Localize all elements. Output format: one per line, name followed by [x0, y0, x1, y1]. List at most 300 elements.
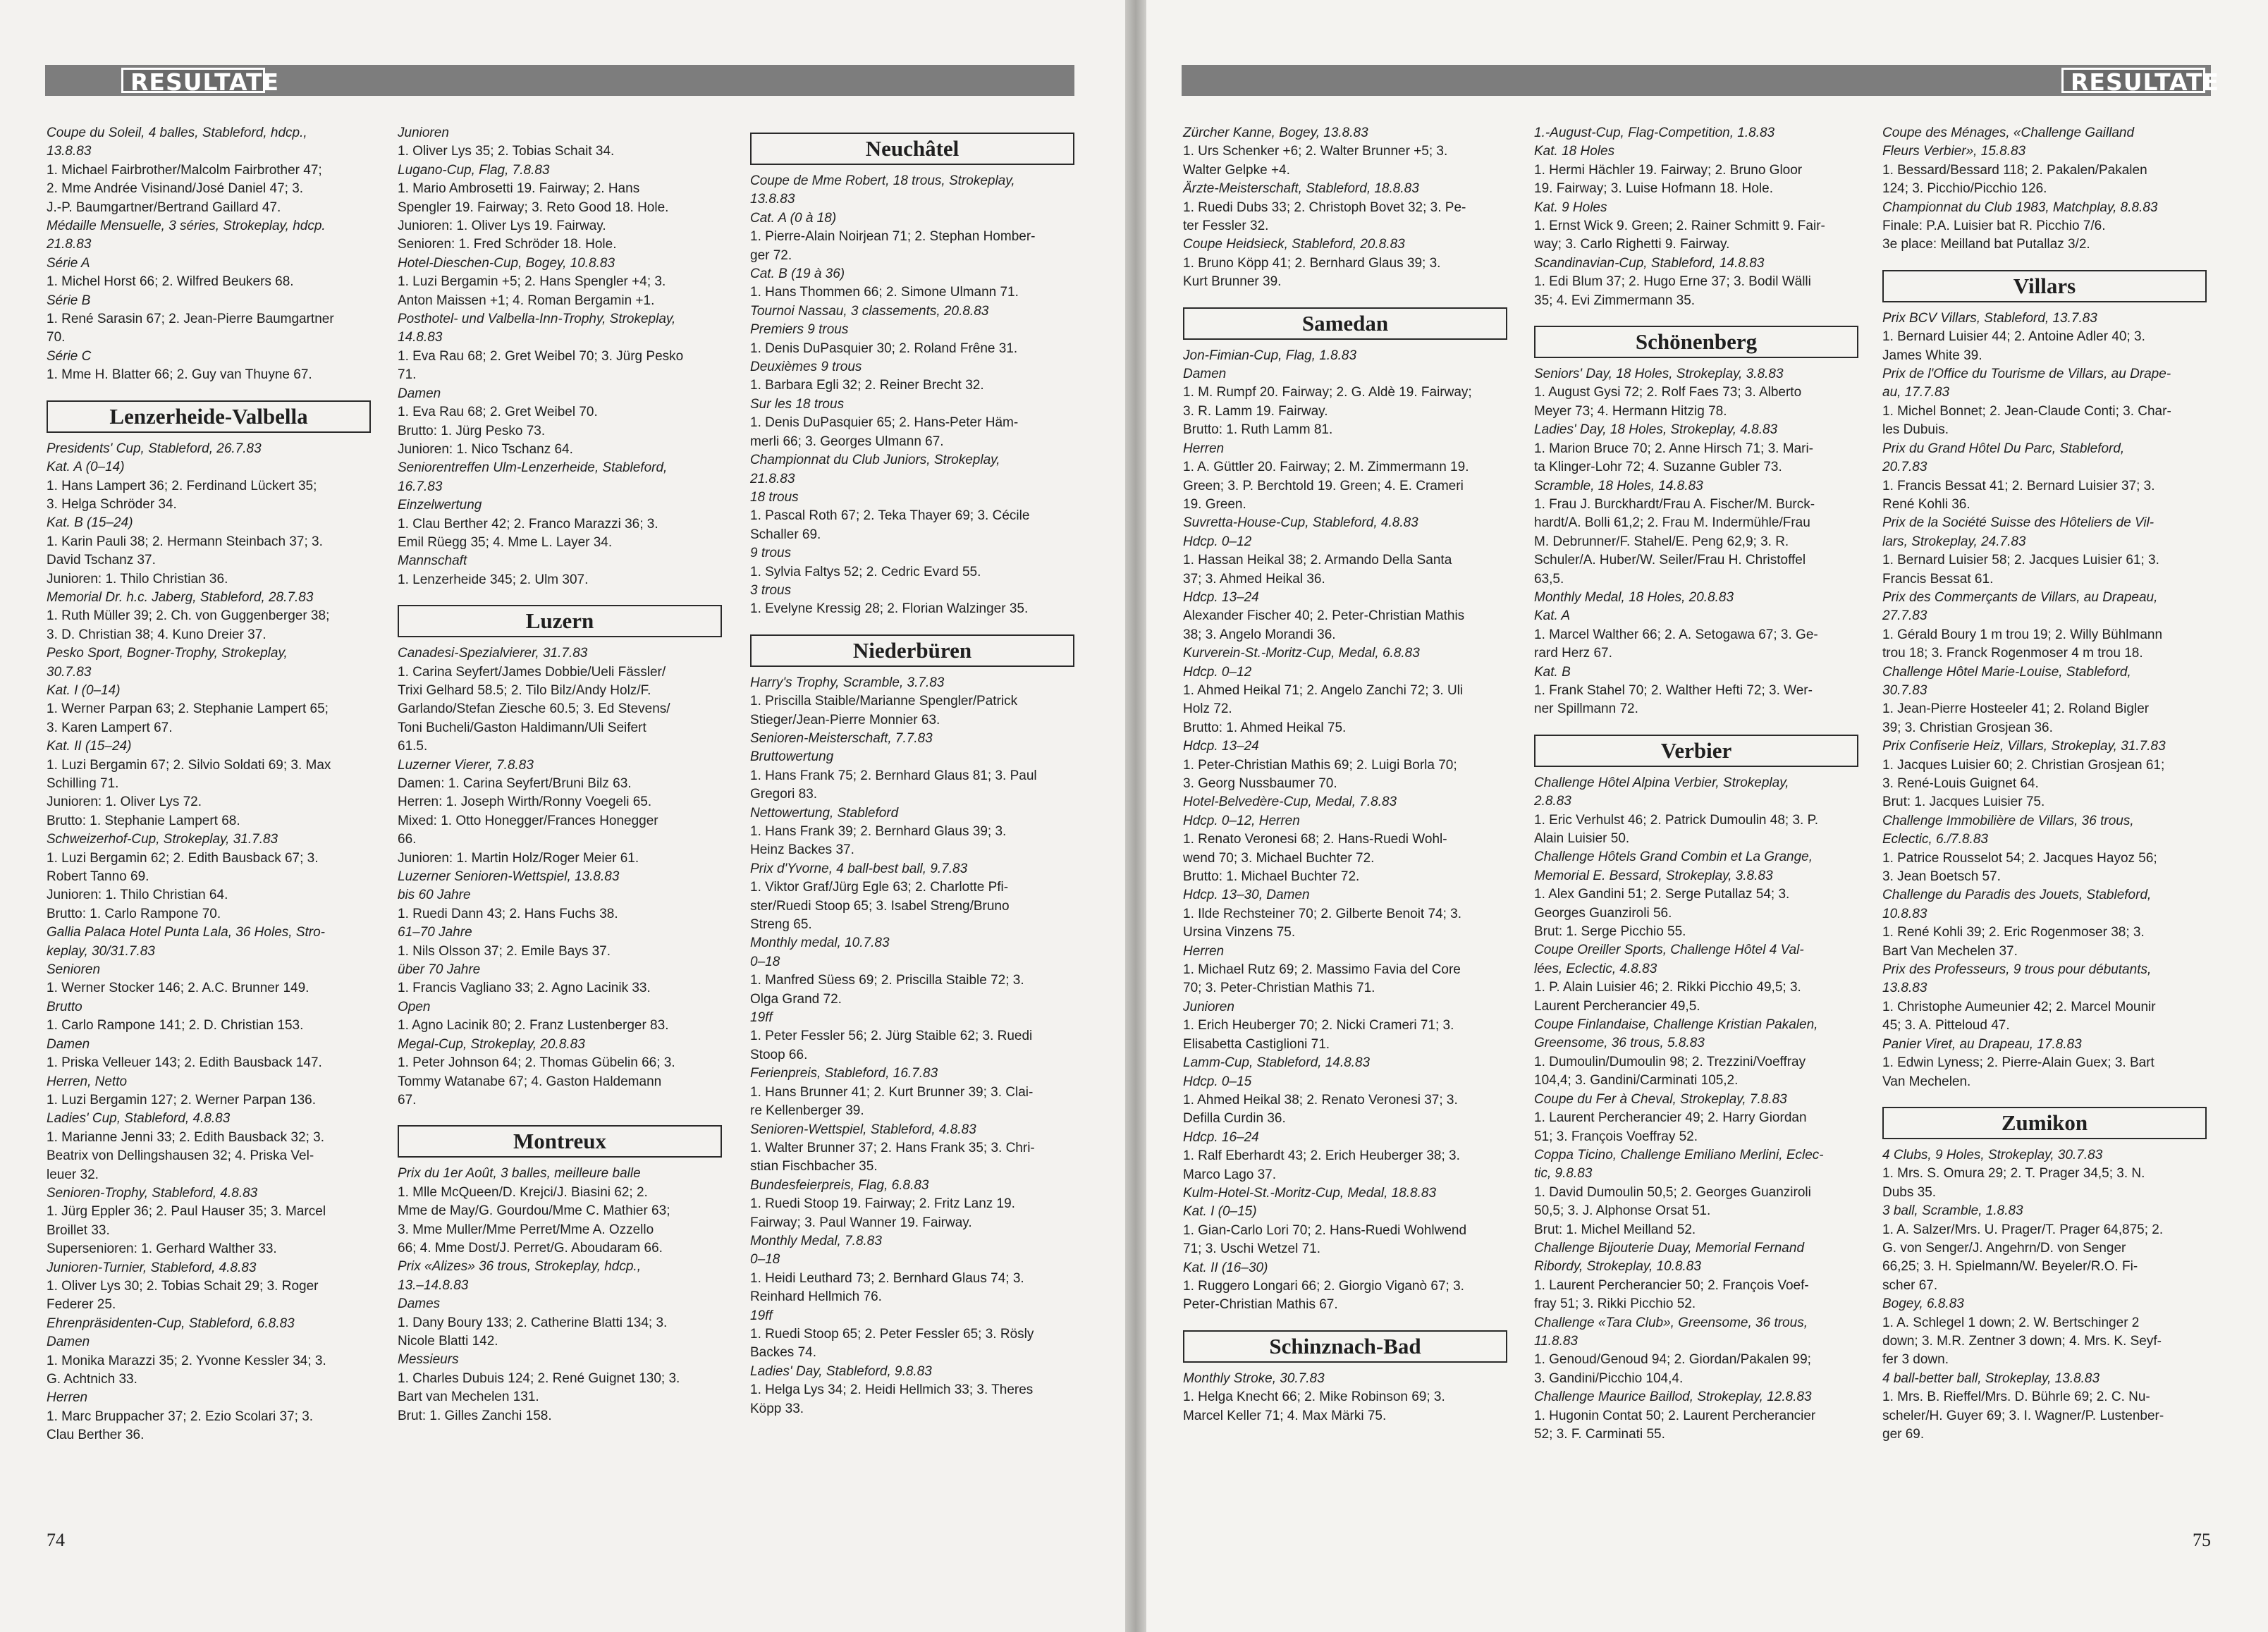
- event-heading: 4 Clubs, 9 Holes, Strokeplay, 30.7.83: [1882, 1147, 2103, 1162]
- event-heading: 3 trous: [750, 582, 792, 598]
- result-line: 1. Patrice Rousselot 54; 2. Jacques Hayoz 56;: [1882, 850, 2157, 866]
- club-section: [1183, 307, 1507, 1315]
- result-line: 1. Ahmed Heikal 38; 2. Renato Veronesi 37; 3.: [1183, 1092, 1458, 1108]
- result-line: hardt/A. Bolli 61,2; 2. Frau M. Indermühle/Frau: [1534, 515, 1810, 531]
- event-heading: Senioren-Trophy, Stableford, 4.8.83: [47, 1185, 258, 1201]
- event-heading: Presidents' Cup, Stableford, 26.7.83: [47, 441, 262, 456]
- result-line: Marco Lago 37.: [1183, 1167, 1277, 1182]
- result-line: 1. Werner Parpan 63; 2. Stephanie Lampert 65;: [47, 701, 329, 717]
- event-heading: Premiers 9 trous: [750, 322, 849, 338]
- event-heading: 61–70 Jahre: [398, 925, 472, 940]
- result-line: 1. Eva Rau 68; 2. Gret Weibel 70; 3. Jürg Pesko: [398, 348, 684, 364]
- event-heading: Kat. A: [1534, 608, 1571, 624]
- column-3: [1882, 124, 2207, 1459]
- result-line: 3. R. Lamm 19. Fairway.: [1183, 403, 1328, 419]
- event-heading: Herren, Netto: [47, 1074, 128, 1089]
- result-line: 70.: [47, 330, 66, 345]
- event-heading: Challenge Bijouterie Duay, Memorial Fernand: [1534, 1240, 1805, 1256]
- result-line: 38; 3. Angelo Morandi 36.: [1183, 627, 1336, 642]
- result-line: 1. Mrs. B. Rieffel/Mrs. D. Bührle 69; 2. C. Nu-: [1882, 1389, 2150, 1405]
- result-line: merli 66; 3. Georges Ulmann 67.: [750, 434, 944, 449]
- result-line: 1. Peter Fessler 56; 2. Jürg Staible 62; 3. Ruedi: [750, 1029, 1033, 1044]
- result-line: 1. A. Salzer/Mrs. U. Prager/T. Prager 64,875; 2.: [1882, 1222, 2164, 1237]
- result-line: 1. Priska Velleuer 143; 2. Edith Bausback 147.: [47, 1055, 322, 1071]
- event-heading: Hdcp. 0–12: [1183, 534, 1252, 549]
- result-line: 1. Renato Veronesi 68; 2. Hans-Ruedi Wohl-: [1183, 832, 1447, 847]
- club-heading: Lenzerheide-Valbella: [47, 400, 371, 433]
- result-line: 3. D. Christian 38; 4. Kuno Dreier 37.: [47, 627, 266, 642]
- result-line: 1. Hans Frank 75; 2. Bernhard Glaus 81; 3. Paul: [750, 768, 1037, 783]
- result-line: Brutto: 1. Jürg Pesko 73.: [398, 423, 546, 438]
- event-heading: 14.8.83: [398, 330, 443, 345]
- result-line: 1. Hassan Heikal 38; 2. Armando Della Santa: [1183, 553, 1452, 568]
- event-heading: Hotel-Dieschen-Cup, Bogey, 10.8.83: [398, 255, 615, 271]
- result-line: 37; 3. Ahmed Heikal 36.: [1183, 571, 1325, 587]
- result-line: 1. Ruedi Dann 43; 2. Hans Fuchs 38.: [398, 906, 618, 921]
- event-heading: Challenge Hôtel Alpina Verbier, Strokeplay,: [1534, 775, 1789, 790]
- event-heading: 30.7.83: [1882, 682, 1927, 698]
- result-line: stian Fischbacher 35.: [750, 1159, 878, 1174]
- event-heading: Damen: [398, 386, 441, 401]
- result-line: 1. Edwin Lyness; 2. Pierre-Alain Guex; 3. Bart: [1882, 1055, 2154, 1071]
- event-heading: Challenge Maurice Baillod, Strokeplay, 12.8.83: [1534, 1389, 1812, 1405]
- club-heading: Schinznach-Bad: [1183, 1330, 1507, 1363]
- result-line: 3. Gandini/Picchio 104,4.: [1534, 1370, 1684, 1386]
- result-line: Defilla Curdin 36.: [1183, 1111, 1286, 1127]
- result-line: Junioren: 1. Thilo Christian 64.: [47, 888, 228, 903]
- result-line: Georges Guanziroli 56.: [1534, 905, 1672, 921]
- result-line: Anton Maissen +1; 4. Roman Bergamin +1.: [398, 293, 655, 308]
- event-heading: Championnat du Club 1983, Matchplay, 8.8.83: [1882, 200, 2158, 215]
- result-line: James White 39.: [1882, 348, 1982, 363]
- event-heading: Coupe de Mme Robert, 18 trous, Strokeplay,: [750, 173, 1015, 188]
- header-banner: [45, 65, 1074, 96]
- result-line: 1. Michael Rutz 69; 2. Massimo Favia del Core: [1183, 962, 1461, 978]
- event-heading: 4 ball-better ball, Strokeplay, 13.8.83: [1882, 1370, 2100, 1386]
- event-heading: Canadesi-Spezialvierer, 31.7.83: [398, 646, 588, 661]
- event-heading: Challenge Hôtels Grand Combin et La Grange,: [1534, 849, 1813, 865]
- result-line: 1. Evelyne Kressig 28; 2. Florian Walzinger 35.: [750, 601, 1029, 617]
- event-heading: Hdcp. 13–24: [1183, 739, 1259, 754]
- result-line: 1. Agno Lacinik 80; 2. Franz Lustenberger 83.: [398, 1018, 669, 1033]
- result-line: 52; 3. F. Carminati 55.: [1534, 1427, 1665, 1442]
- column-2: [398, 124, 722, 1441]
- result-line: Backes 74.: [750, 1345, 816, 1361]
- result-line: 3e place: Meilland bat Putallaz 3/2.: [1882, 237, 2090, 252]
- result-line: 1. Ruedi Stoop 65; 2. Peter Fessler 65; 3. Rösly: [750, 1326, 1034, 1342]
- event-heading: Prix Confiserie Heiz, Villars, Strokeplay, 31.7.83: [1882, 739, 2166, 754]
- event-heading: 30.7.83: [47, 664, 92, 680]
- result-line: 1. René Kohli 39; 2. Eric Rogenmoser 38; 3.: [1882, 925, 2145, 940]
- event-heading: Junioren-Turnier, Stableford, 4.8.83: [47, 1260, 257, 1275]
- event-heading: Prix du Grand Hôtel Du Parc, Stableford,: [1882, 441, 2125, 456]
- event-heading: Challenge «Tara Club», Greensome, 36 trous,: [1534, 1315, 1808, 1330]
- event-heading: 21.8.83: [47, 237, 92, 252]
- club-section: [1183, 1330, 1507, 1425]
- result-line: 1. Carina Seyfert/James Dobbie/Ueli Fässler/: [398, 664, 666, 680]
- result-line: 1. Ruedi Stoop 19. Fairway; 2. Fritz Lanz 19.: [750, 1196, 1015, 1212]
- event-heading: lars, Strokeplay, 24.7.83: [1882, 534, 2026, 549]
- event-heading: Suvretta-House-Cup, Stableford, 4.8.83: [1183, 515, 1418, 531]
- result-line: G. von Senger/J. Angehrn/D. von Senger: [1882, 1240, 2126, 1256]
- event-heading: 3 ball, Scramble, 1.8.83: [1882, 1203, 2023, 1219]
- result-line: 1. Luzi Bergamin 127; 2. Werner Parpan 136.: [47, 1092, 316, 1108]
- club-section: [1882, 1107, 2207, 1444]
- event-heading: 18 trous: [750, 489, 799, 505]
- result-line: 1. Laurent Percherancier 49; 2. Harry Giordan: [1534, 1110, 1807, 1126]
- result-line: Stieger/Jean-Pierre Monnier 63.: [750, 712, 940, 728]
- column-2: [1534, 124, 1858, 1459]
- result-line: 1. Hugonin Contat 50; 2. Laurent Percherancier: [1534, 1408, 1816, 1423]
- event-heading: Herren: [1183, 441, 1225, 456]
- event-heading: Prix du 1er Août, 3 balles, meilleure balle: [398, 1166, 641, 1182]
- result-line: 3. Karen Lampert 67.: [47, 720, 173, 735]
- header-label: RESULTATE: [121, 68, 265, 93]
- result-line: 1. Charles Dubuis 124; 2. René Guignet 130; 3.: [398, 1370, 680, 1386]
- left-page: [0, 0, 1125, 1632]
- result-line: 1. Jacques Luisier 60; 2. Christian Grosjean 61;: [1882, 757, 2165, 773]
- result-line: Alain Luisier 50.: [1534, 831, 1630, 846]
- result-line: David Tschanz 37.: [47, 553, 156, 568]
- result-line: Schilling 71.: [47, 776, 119, 791]
- event-heading: Monthly medal, 10.7.83: [750, 935, 890, 951]
- result-line: ter Fessler 32.: [1183, 219, 1269, 234]
- result-line: 1. Clau Berther 42; 2. Franco Marazzi 36; 3.: [398, 516, 658, 532]
- result-line: Ursina Vinzens 75.: [1183, 925, 1296, 940]
- event-heading: Open: [398, 999, 431, 1014]
- event-heading: Junioren: [1183, 999, 1234, 1014]
- result-line: 1. Marianne Jenni 33; 2. Edith Bausback 32; 3.: [47, 1129, 324, 1145]
- result-line: 1. Frau J. Burckhardt/Frau A. Fischer/M. Burck-: [1534, 496, 1815, 512]
- event-heading: Ladies' Day, Stableford, 9.8.83: [750, 1363, 932, 1379]
- event-heading: Hdcp. 13–24: [1183, 589, 1259, 605]
- result-line: 1. René Sarasin 67; 2. Jean-Pierre Baumgartner: [47, 312, 334, 327]
- result-line: Francis Bessat 61.: [1882, 571, 1994, 587]
- event-heading: Challenge Hôtel Marie-Louise, Stableford,: [1882, 664, 2131, 680]
- result-line: 1. Viktor Graf/Jürg Egle 63; 2. Charlotte Pfi-: [750, 880, 1009, 895]
- result-line: 66.: [398, 832, 417, 847]
- club-heading: Zumikon: [1882, 1107, 2207, 1139]
- result-line: 1. Marion Bruce 70; 2. Anne Hirsch 71; 3. Mari-: [1534, 441, 1814, 456]
- result-line: Schaller 69.: [750, 527, 821, 542]
- result-line: 3. René-Louis Guignet 64.: [1882, 776, 2039, 791]
- result-line: 1. Heidi Leuthard 73; 2. Bernhard Glaus 74; 3.: [750, 1270, 1024, 1286]
- result-line: 1. Bernard Luisier 44; 2. Antoine Adler 40; 3.: [1882, 329, 2145, 345]
- event-heading: Dames: [398, 1296, 441, 1312]
- result-line: 71; 3. Uschi Wetzel 71.: [1183, 1241, 1321, 1257]
- result-line: fray 51; 3. Rikki Picchio 52.: [1534, 1296, 1696, 1312]
- event-heading: Bogey, 6.8.83: [1882, 1296, 1964, 1312]
- result-line: Marcel Keller 71; 4. Max Märki 75.: [1183, 1408, 1387, 1423]
- result-line: 1. Erich Heuberger 70; 2. Nicki Crameri 71; 3.: [1183, 1018, 1454, 1033]
- result-line: 1. Manfred Süess 69; 2. Priscilla Staible 72; 3.: [750, 973, 1024, 988]
- result-line: 19. Fairway; 3. Luise Hofmann 18. Hole.: [1534, 181, 1774, 197]
- club-section: [750, 634, 1074, 1418]
- result-line: 3. Georg Nussbaumer 70.: [1183, 776, 1337, 791]
- result-line: Reinhard Hellmich 76.: [750, 1289, 882, 1305]
- event-heading: keplay, 30/31.7.83: [47, 943, 155, 959]
- event-heading: 10.8.83: [1882, 906, 1927, 921]
- result-line: Laurent Percherancier 49,5.: [1534, 998, 1700, 1014]
- event-heading: 0–18: [750, 1252, 780, 1268]
- event-heading: Damen: [47, 1335, 90, 1350]
- event-heading: Coupe Finlandaise, Challenge Kristian Pakalen,: [1534, 1017, 1818, 1033]
- event-heading: au, 17.7.83: [1882, 385, 1950, 400]
- result-line: 1. Ruedi Dubs 33; 2. Christoph Bovet 32; 3. Pe-: [1183, 200, 1466, 215]
- club-heading: Samedan: [1183, 307, 1507, 340]
- event-heading: Prix de l'Office du Tourisme de Villars, au Drape-: [1882, 367, 2171, 382]
- result-line: Walter Gelpke +4.: [1183, 162, 1290, 178]
- result-line: G. Achtnich 33.: [47, 1372, 137, 1387]
- event-heading: Prix «Alizes» 36 trous, Strokeplay, hdcp.,: [398, 1259, 641, 1275]
- event-heading: Prix d'Yvorne, 4 ball-best ball, 9.7.83: [750, 861, 968, 876]
- event-heading: Ärzte-Meisterschaft, Stableford, 18.8.83: [1183, 181, 1419, 197]
- result-line: 19. Green.: [1183, 496, 1246, 512]
- event-heading: 0–18: [750, 954, 780, 969]
- event-heading: Coupe des Ménages, «Challenge Gailland: [1882, 125, 2135, 140]
- event-heading: Posthotel- und Valbella-Inn-Trophy, Strokeplay,: [398, 312, 676, 327]
- event-heading: Ehrenpräsidenten-Cup, Stableford, 6.8.83: [47, 1315, 295, 1331]
- event-heading: Kat. B: [1534, 664, 1571, 680]
- result-line: 1. Eric Verhulst 46; 2. Patrick Dumoulin 48; 3. P.: [1534, 812, 1819, 828]
- result-line: 1. Gérald Boury 1 m trou 19; 2. Willy Bühlmann: [1882, 627, 2163, 642]
- club-section: [398, 124, 722, 589]
- result-line: Heinz Backes 37.: [750, 842, 854, 858]
- result-line: 67.: [398, 1092, 417, 1108]
- result-line: Bart Van Mechelen 37.: [1882, 943, 2018, 959]
- result-line: Trixi Gelhard 58.5; 2. Tilo Bilz/Andy Holz/F.: [398, 682, 651, 698]
- result-line: 1. Laurent Percherancier 50; 2. François Voef-: [1534, 1277, 1809, 1293]
- event-heading: Harry's Trophy, Scramble, 3.7.83: [750, 675, 945, 690]
- result-line: Spengler 19. Fairway; 3. Reto Good 18. Hole.: [398, 200, 669, 215]
- event-heading: Coupe du Fer à Cheval, Strokeplay, 7.8.83: [1534, 1091, 1787, 1107]
- result-line: 1. Bruno Köpp 41; 2. Bernhard Glaus 39; 3.: [1183, 255, 1441, 271]
- event-heading: Herren: [1183, 943, 1225, 959]
- event-heading: 13.8.83: [47, 144, 92, 159]
- event-heading: Challenge du Paradis des Jouets, Stableford,: [1882, 888, 2152, 903]
- result-line: 71.: [398, 367, 417, 383]
- result-line: 1. Helga Knecht 66; 2. Mike Robinson 69; 3.: [1183, 1389, 1445, 1405]
- event-heading: Fleurs Verbier», 15.8.83: [1882, 144, 2026, 159]
- club-section: [1882, 270, 2207, 1091]
- result-line: Beatrix von Dellingshausen 32; 4. Priska Vel-: [47, 1148, 314, 1164]
- result-line: Brut: 1. Gilles Zanchi 158.: [398, 1408, 552, 1423]
- event-heading: Scandinavian-Cup, Stableford, 14.8.83: [1534, 255, 1765, 271]
- event-heading: Challenge Immobilière de Villars, 36 trous,: [1882, 813, 2134, 828]
- result-line: 66,25; 3. H. Spielmann/W. Beyeler/R.O. Fi-: [1882, 1259, 2138, 1275]
- club-section: [398, 1125, 722, 1425]
- event-heading: Hdcp. 0–12: [1183, 664, 1252, 680]
- result-line: 1. David Dumoulin 50,5; 2. Georges Guanziroli: [1534, 1184, 1811, 1200]
- result-line: 1. Bessard/Bessard 118; 2. Pakalen/Pakalen: [1882, 162, 2147, 178]
- result-line: 1. Ruggero Longari 66; 2. Giorgio Viganò 67; 3.: [1183, 1278, 1464, 1294]
- event-heading: Kulm-Hotel-St.-Moritz-Cup, Medal, 18.8.83: [1183, 1185, 1437, 1201]
- club-heading: Montreux: [398, 1125, 722, 1158]
- event-heading: Prix de la Société Suisse des Hôteliers de Vil-: [1882, 515, 2154, 531]
- result-line: Streng 65.: [750, 917, 812, 933]
- result-line: re Kellenberger 39.: [750, 1103, 864, 1119]
- result-line: 1. Ernst Wick 9. Green; 2. Rainer Schmitt 9. Fair-: [1534, 219, 1825, 234]
- event-heading: Einzelwertung: [398, 498, 482, 513]
- result-line: 1. Jean-Pierre Hosteeler 41; 2. Roland Bigler: [1882, 701, 2150, 717]
- result-line: Holz 72.: [1183, 701, 1232, 717]
- result-line: 1. A. Schlegel 1 down; 2. W. Bertschinger 2: [1882, 1315, 2140, 1330]
- event-heading: Prix BCV Villars, Stableford, 13.7.83: [1882, 310, 2097, 326]
- result-line: Peter-Christian Mathis 67.: [1183, 1297, 1338, 1313]
- club-section: [1183, 124, 1507, 292]
- result-line: 66; 4. Mme Dost/J. Perret/G. Aboudaram 66.: [398, 1240, 663, 1256]
- result-line: Junioren: 1. Nico Tschanz 64.: [398, 441, 573, 457]
- result-line: 1. Oliver Lys 30; 2. Tobias Schait 29; 3. Roger: [47, 1278, 319, 1294]
- event-heading: Monthly Medal, 18 Holes, 20.8.83: [1534, 589, 1734, 605]
- event-heading: Nettowertung, Stableford: [750, 805, 899, 821]
- event-heading: Série A: [47, 255, 90, 271]
- result-line: 1. Monika Marazzi 35; 2. Yvonne Kessler 34; 3.: [47, 1353, 326, 1368]
- club-section: [1882, 124, 2207, 254]
- result-line: ta Klinger-Lohr 72; 4. Suzanne Gubler 73.: [1534, 460, 1782, 475]
- event-heading: Damen: [47, 1036, 90, 1052]
- result-line: ster/Ruedi Stoop 65; 3. Isabel Streng/Bruno: [750, 898, 1010, 914]
- result-line: 2. Mme Andrée Visinand/José Daniel 47; 3.: [47, 181, 304, 197]
- event-heading: Seniors' Day, 18 Holes, Strokeplay, 3.8.83: [1534, 367, 1784, 382]
- result-line: 1. Hans Frank 39; 2. Bernhard Glaus 39; 3.: [750, 824, 1007, 839]
- event-heading: Hdcp. 16–24: [1183, 1129, 1259, 1145]
- result-line: Brutto: 1. Ruth Lamm 81.: [1183, 422, 1333, 438]
- event-heading: Messieurs: [398, 1352, 459, 1368]
- event-heading: Kurverein-St.-Moritz-Cup, Medal, 6.8.83: [1183, 646, 1420, 661]
- result-line: scheler/H. Guyer 69; 3. I. Wagner/P. Lustenber-: [1882, 1408, 2164, 1423]
- result-line: 1. Urs Schenker +6; 2. Walter Brunner +5; 3.: [1183, 144, 1448, 159]
- event-heading: Senioren: [47, 962, 101, 978]
- club-section: [1534, 124, 1858, 310]
- result-line: scher 67.: [1882, 1277, 1938, 1293]
- result-line: 1. Marcel Walther 66; 2. A. Setogawa 67; 3. Ge-: [1534, 627, 1818, 642]
- result-line: 50,5; 3. J. Alphonse Orsat 51.: [1534, 1203, 1711, 1219]
- result-line: Brutto: 1. Stephanie Lampert 68.: [47, 813, 240, 828]
- result-line: Fairway; 3. Paul Wanner 19. Fairway.: [750, 1215, 972, 1230]
- event-heading: 13.–14.8.83: [398, 1277, 469, 1293]
- event-heading: 2.8.83: [1534, 794, 1571, 809]
- result-line: Dubs 35.: [1882, 1184, 1937, 1200]
- result-line: 61.5.: [398, 739, 428, 754]
- result-line: Mixed: 1. Otto Honegger/Frances Honegger: [398, 813, 658, 828]
- result-line: 1. Mlle McQueen/D. Krejci/J. Biasini 62; 2.: [398, 1184, 648, 1200]
- result-line: Meyer 73; 4. Hermann Hitzig 78.: [1534, 403, 1727, 419]
- result-line: ger 69.: [1882, 1427, 1925, 1442]
- event-heading: Coupe Heidsieck, Stableford, 20.8.83: [1183, 237, 1405, 252]
- event-heading: Ladies' Day, 18 Holes, Strokeplay, 4.8.83: [1534, 422, 1778, 438]
- result-line: Brut: 1. Jacques Luisier 75.: [1882, 794, 2045, 810]
- result-line: Stoop 66.: [750, 1047, 808, 1062]
- event-heading: Sur les 18 trous: [750, 396, 845, 412]
- result-line: Supersenioren: 1. Gerhard Walther 33.: [47, 1241, 277, 1257]
- result-line: ner Spillmann 72.: [1534, 701, 1638, 717]
- club-section: [398, 605, 722, 1110]
- event-heading: 13.8.83: [1882, 981, 1927, 996]
- result-line: 1. Michel Bonnet; 2. Jean-Claude Conti; 3. Char-: [1882, 403, 2171, 419]
- result-line: Junioren: 1. Thilo Christian 36.: [47, 571, 228, 587]
- result-line: trou 18; 3. Franck Rogenmoser 4 m trou 18.: [1882, 646, 2143, 661]
- result-line: 1. Karin Pauli 38; 2. Hermann Steinbach 37; 3.: [47, 534, 323, 549]
- event-heading: 11.8.83: [1534, 1333, 1578, 1349]
- result-line: 1. Luzi Bergamin 62; 2. Edith Bausback 67; 3.: [47, 850, 319, 866]
- result-line: Junioren: 1. Oliver Lys 19. Fairway.: [398, 219, 606, 234]
- result-line: 1. A. Güttler 20. Fairway; 2. M. Zimmermann 19.: [1183, 460, 1469, 475]
- result-line: 104,4; 3. Gandini/Carminati 105,2.: [1534, 1073, 1739, 1088]
- result-line: 1. Priscilla Staible/Marianne Spengler/Patrick: [750, 694, 1018, 709]
- result-line: Nicole Blatti 142.: [398, 1333, 498, 1349]
- result-line: Gregori 83.: [750, 787, 818, 802]
- result-line: 1. Denis DuPasquier 65; 2. Hans-Peter Häm-: [750, 415, 1019, 431]
- event-heading: Lamm-Cup, Stableford, 14.8.83: [1183, 1055, 1371, 1071]
- event-heading: Hdcp. 0–15: [1183, 1074, 1252, 1089]
- result-line: 1. Eva Rau 68; 2. Gret Weibel 70.: [398, 405, 598, 420]
- result-line: 1. Francis Bessat 41; 2. Bernard Luisier 37; 3.: [1882, 478, 2155, 493]
- event-heading: Greensome, 36 trous, 5.8.83: [1534, 1036, 1705, 1051]
- event-heading: Kat. 18 Holes: [1534, 144, 1615, 159]
- result-line: Toni Bucheli/Gaston Haldimann/Uli Seifert: [398, 720, 646, 735]
- event-heading: Série B: [47, 293, 91, 308]
- event-heading: Coupe du Soleil, 4 balles, Stableford, hdcp.,: [47, 125, 307, 140]
- result-line: Garlando/Stefan Ziesche 60.5; 3. Ed Stevens/: [398, 701, 670, 717]
- event-heading: Deuxièmes 9 trous: [750, 360, 862, 375]
- result-line: 1. Mme H. Blatter 66; 2. Guy van Thuyne 67.: [47, 367, 312, 383]
- club-section: [1534, 326, 1858, 719]
- event-heading: Championnat du Club Juniors, Strokeplay,: [750, 453, 1000, 468]
- result-line: 1. Luzi Bergamin +5; 2. Hans Spengler +4; 3.: [398, 274, 666, 290]
- event-heading: Schweizerhof-Cup, Strokeplay, 31.7.83: [47, 832, 278, 847]
- event-heading: 16.7.83: [398, 479, 443, 494]
- result-line: 124; 3. Picchio/Picchio 126.: [1882, 181, 2047, 197]
- event-heading: Kat. I (0–14): [47, 682, 121, 698]
- result-line: 1. Ruth Müller 39; 2. Ch. von Guggenberger 38;: [47, 608, 330, 624]
- event-heading: Scramble, 18 Holes, 14.8.83: [1534, 478, 1703, 493]
- result-line: 1. Dumoulin/Dumoulin 98; 2. Trezzini/Voeffray: [1534, 1054, 1806, 1069]
- result-line: 1. Oliver Lys 35; 2. Tobias Schait 34.: [398, 144, 615, 159]
- event-heading: Zürcher Kanne, Bogey, 13.8.83: [1183, 125, 1368, 140]
- club-section: [1534, 735, 1858, 1444]
- event-heading: tic, 9.8.83: [1534, 1166, 1593, 1182]
- result-line: 1. Carlo Rampone 141; 2. D. Christian 153.: [47, 1018, 304, 1033]
- result-line: 3. Helga Schröder 34.: [47, 496, 177, 512]
- result-line: 1. Mario Ambrosetti 19. Fairway; 2. Hans: [398, 181, 640, 197]
- event-heading: Damen: [1183, 367, 1227, 382]
- result-line: 63,5.: [1534, 571, 1564, 587]
- event-heading: Tournoi Nassau, 3 classements, 20.8.83: [750, 303, 989, 319]
- result-line: 1. Michel Horst 66; 2. Wilfred Beukers 68.: [47, 274, 294, 290]
- result-line: 1. Bernard Luisier 58; 2. Jacques Luisier 61; 3.: [1882, 553, 2159, 568]
- result-line: 1. Christophe Aumeunier 42; 2. Marcel Mounir: [1882, 999, 2156, 1014]
- event-heading: 19ff: [750, 1308, 773, 1323]
- result-line: Brut: 1. Michel Meilland 52.: [1534, 1222, 1696, 1237]
- event-heading: Kat. A (0–14): [47, 460, 125, 475]
- result-line: Damen: 1. Carina Seyfert/Bruni Bilz 63.: [398, 776, 632, 791]
- result-line: 1. Genoud/Genoud 94; 2. Giordan/Pakalen 99;: [1534, 1352, 1811, 1368]
- result-line: Federer 25.: [47, 1297, 116, 1313]
- event-heading: Ribordy, Strokeplay, 10.8.83: [1534, 1259, 1701, 1275]
- result-line: 1. Lenzerheide 345; 2. Ulm 307.: [398, 572, 589, 587]
- event-heading: Jon-Fimian-Cup, Flag, 1.8.83: [1183, 348, 1357, 363]
- event-heading: 27.7.83: [1882, 608, 1927, 624]
- event-heading: Panier Viret, au Drapeau, 17.8.83: [1882, 1036, 2082, 1052]
- result-line: Emil Rüegg 35; 4. Mme L. Layer 34.: [398, 534, 613, 550]
- result-line: 1. Mrs. S. Omura 29; 2. T. Prager 34,5; 3. N.: [1882, 1166, 2145, 1182]
- header-label: RESULTATE: [2061, 68, 2205, 93]
- column-3: [750, 124, 1074, 1434]
- result-line: Brutto: 1. Ahmed Heikal 75.: [1183, 720, 1347, 735]
- result-line: Kurt Brunner 39.: [1183, 274, 1282, 290]
- event-heading: 1.-August-Cup, Flag-Competition, 1.8.83: [1534, 125, 1775, 140]
